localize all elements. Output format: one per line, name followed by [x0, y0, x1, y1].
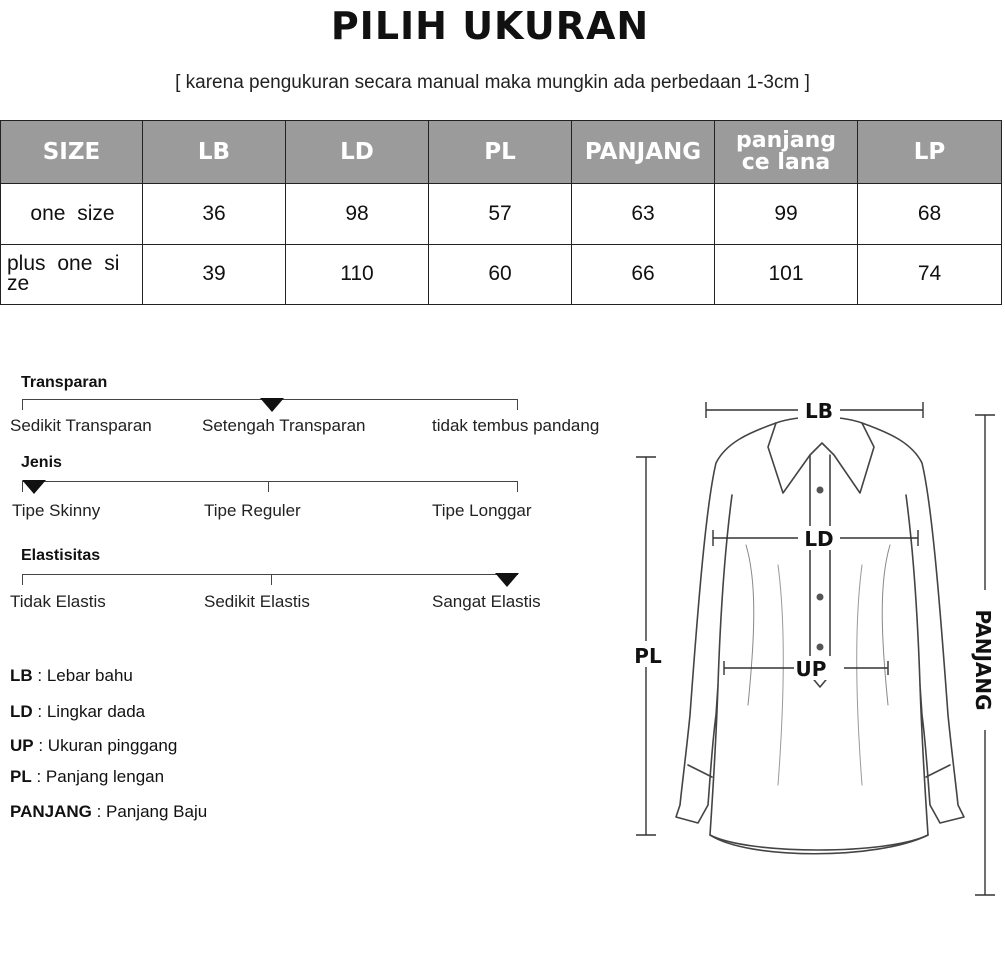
page-subtitle: [ karena pengukuran secara manual maka mungkin ada perbedaan 1-3cm ] [175, 72, 810, 93]
scale-marker-icon [22, 480, 46, 494]
cell-panjang-celana: 99 [715, 184, 858, 245]
scale-jenis [22, 481, 518, 482]
cell-panjang: 63 [572, 184, 715, 245]
cell-ld: 98 [286, 184, 429, 245]
legend-abbr: PANJANG [10, 802, 92, 821]
header-panjang-celana: panjang ce lana [715, 121, 858, 184]
table-row [1, 244, 1002, 305]
header-panjang: PANJANG [572, 121, 715, 184]
cell-panjang: 66 [572, 244, 715, 305]
header-size: SIZE [1, 121, 143, 184]
legend-text: : Lebar bahu [32, 666, 133, 685]
scale-transparan [22, 399, 518, 400]
legend-text: : Panjang Baju [91, 802, 208, 821]
header-pl: PL [429, 121, 572, 184]
scale-label: Sedikit Transparan [10, 416, 152, 435]
cell-ld: 110 [286, 244, 429, 305]
scale-label: Setengah Transparan [202, 416, 366, 435]
legend-abbr: LD [10, 702, 33, 721]
label-panjang: PANJANG [971, 609, 995, 711]
label-lb: LB [805, 399, 833, 423]
cell-lb: 36 [143, 184, 286, 245]
legend-abbr: UP [10, 736, 34, 755]
scale-label: Tipe Longgar [432, 501, 532, 520]
header-ld: LD [286, 121, 429, 184]
legend-text: : Lingkar dada [32, 702, 146, 721]
scale-marker-icon [260, 398, 284, 412]
scale-tick [22, 575, 23, 585]
shirt-outline-icon [628, 385, 1005, 905]
scale-tick [517, 482, 518, 492]
label-pl: PL [634, 644, 662, 668]
size-table [0, 120, 1002, 305]
legend-item-panjang [10, 802, 207, 822]
legend-item-pl [10, 767, 164, 787]
legend-text: : Panjang lengan [31, 767, 165, 786]
scale-title-elastisitas: Elastisitas [21, 547, 101, 564]
scale-title-transparan: Transparan [21, 374, 108, 391]
scale-tick [517, 400, 518, 410]
scale-tick [271, 575, 272, 585]
page-title: PILIH UKURAN [330, 4, 650, 48]
label-up: UP [795, 657, 827, 681]
legend-item-lb [10, 666, 133, 686]
cell-lb: 39 [143, 244, 286, 305]
scale-elastisitas [22, 574, 518, 575]
legend-item-up [10, 736, 177, 756]
shirt-button [817, 487, 824, 494]
legend-text: : Ukuran pinggang [33, 736, 178, 755]
cell-pl: 60 [429, 244, 572, 305]
cell-panjang-celana: 101 [715, 244, 858, 305]
cell-size: plus one si ze [1, 244, 143, 305]
legend-abbr: PL [10, 767, 32, 786]
table-row [1, 184, 1002, 245]
header-lp: LP [858, 121, 1002, 184]
scale-label: Tipe Reguler [204, 501, 301, 520]
scale-label: tidak tembus pandang [432, 416, 600, 435]
shirt-button [817, 644, 824, 651]
legend-abbr: LB [10, 666, 33, 685]
cell-size: one size [1, 184, 143, 245]
scale-tick [22, 400, 23, 410]
legend-item-ld [10, 702, 145, 722]
table-header-row [1, 121, 1002, 184]
cell-lp: 74 [858, 244, 1002, 305]
shirt-button [817, 594, 824, 601]
cell-lp: 68 [858, 184, 1002, 245]
scale-label: Sangat Elastis [432, 592, 541, 611]
header-lb: LB [143, 121, 286, 184]
scale-label: Sedikit Elastis [204, 592, 310, 611]
scale-title-jenis: Jenis [21, 454, 62, 471]
scale-tick [268, 482, 269, 492]
cell-pl: 57 [429, 184, 572, 245]
scale-label: Tipe Skinny [12, 501, 101, 520]
shirt-diagram [628, 385, 1005, 905]
scale-label: Tidak Elastis [10, 592, 106, 611]
scale-marker-icon [495, 573, 519, 587]
label-ld: LD [804, 527, 834, 551]
